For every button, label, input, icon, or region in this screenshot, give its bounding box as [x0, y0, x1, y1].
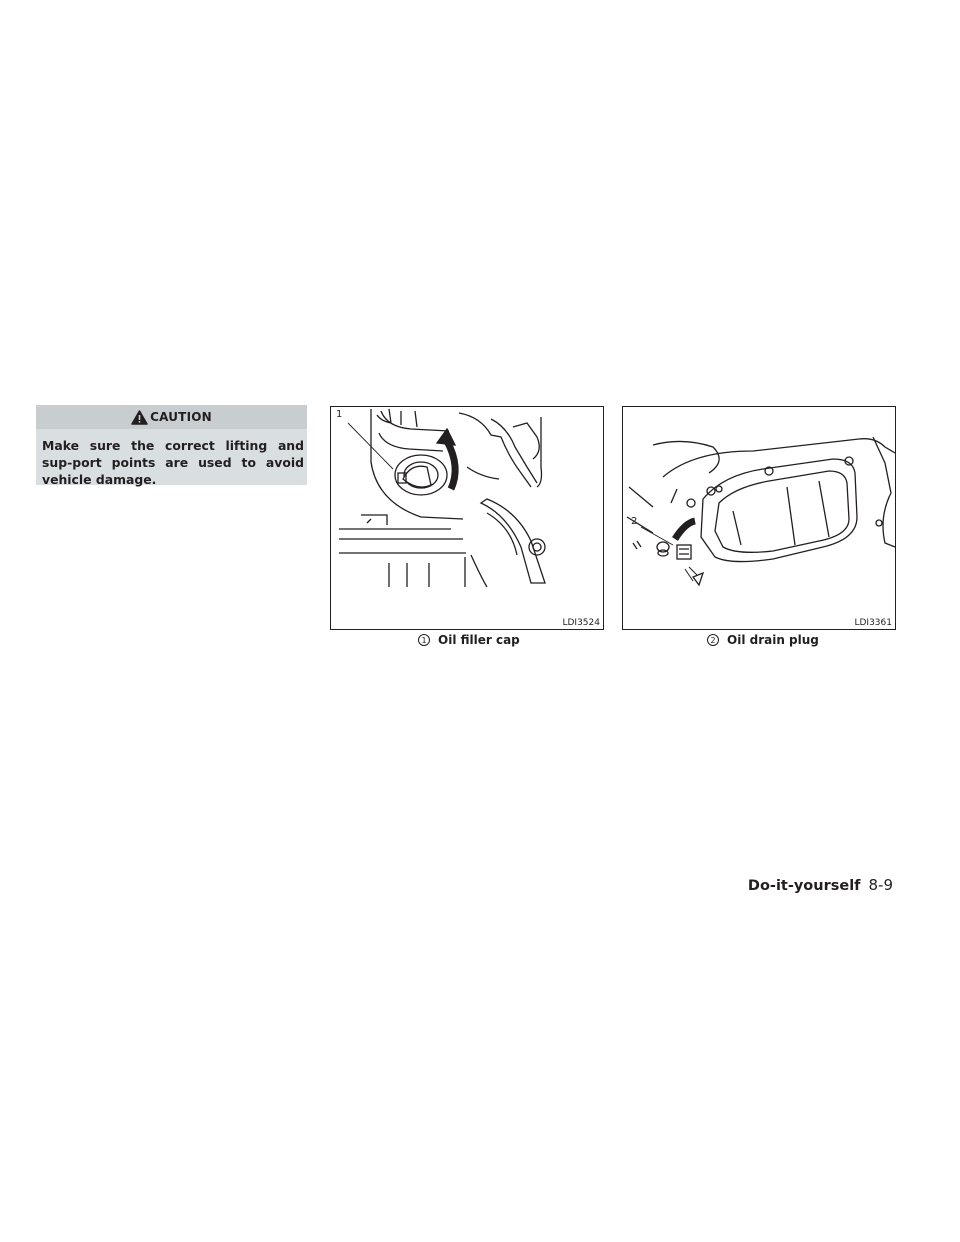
oil-drain-plug-illustration	[622, 406, 896, 630]
oil-pan-illustration	[623, 407, 895, 629]
caution-text: Make sure the correct lifting and sup-port points are used to avoid vehicle damage.	[42, 438, 304, 487]
caution-title: CAUTION	[150, 410, 212, 424]
engine-illustration	[331, 407, 603, 629]
oil-filler-cap-illustration	[330, 406, 604, 630]
section-title: Do-it-yourself	[747, 878, 861, 894]
figure-caption	[418, 633, 520, 647]
page-number: 8-9	[868, 876, 893, 894]
callout-badge: 2	[707, 634, 719, 646]
callout-number: 1	[336, 409, 343, 420]
figure-code: LDI3524	[562, 618, 600, 628]
callout-number: 2	[631, 516, 638, 527]
caption-text: Oil filler cap	[438, 633, 520, 647]
callout-badge: 1	[418, 634, 430, 646]
caption-text: Oil drain plug	[727, 633, 819, 647]
caution-box	[36, 405, 307, 485]
warning-icon	[131, 410, 148, 425]
page-footer	[748, 876, 893, 894]
figure-caption	[707, 633, 819, 647]
figure-code: LDI3361	[854, 618, 892, 628]
caution-header	[36, 405, 307, 429]
